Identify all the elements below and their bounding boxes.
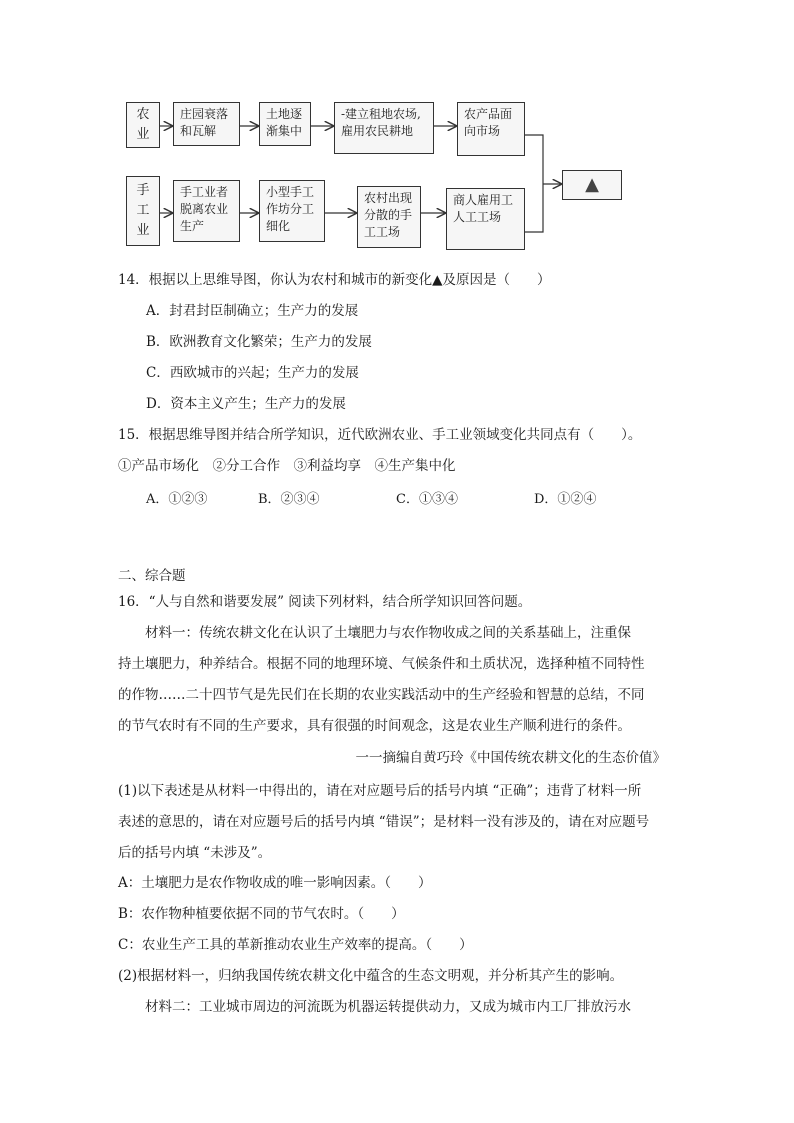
q16-stem: 16．“人与自然和谐要发展” 阅读下列材料，结合所学知识回答问题。 bbox=[118, 594, 532, 610]
q14-stem: 14．根据以上思维导图，你认为农村和城市的新变化▲及原因是（ ） bbox=[118, 272, 551, 288]
sub-question-1-line: 后的括号内填 “未涉及”。 bbox=[118, 845, 272, 861]
statement-c: C：农业生产工具的革新推动农业生产效率的提高。（ ） bbox=[118, 937, 473, 953]
agri-step-3: -建立租地农场, 雇用农民耕地 bbox=[334, 102, 434, 154]
sub-question-1-line: 表述的意思的，请在对应题号后的括号内填 “错误”；是材料一没有涉及的，请在对应题号 bbox=[118, 814, 650, 830]
q14-option-a: A．封君封臣制确立；生产力的发展 bbox=[146, 303, 359, 319]
craft-label-box: 手 工 业 bbox=[126, 176, 160, 246]
craft-step-3: 农村出现 分散的手 工工场 bbox=[357, 186, 421, 248]
q15-items: ①产品市场化 ②分工合作 ③利益均享 ④生产集中化 bbox=[118, 458, 456, 474]
material-1-line: 的节气农时有不同的生产要求，具有很强的时间观念，这是农业生产顺利进行的条件。 bbox=[118, 718, 631, 734]
agri-step-4: 农产品面 向市场 bbox=[457, 102, 525, 156]
q15-option-d: D．①②④ bbox=[534, 492, 597, 507]
material-1 bbox=[118, 618, 666, 742]
q14-option-c: C．西欧城市的兴起；生产力的发展 bbox=[146, 365, 359, 381]
result-box bbox=[562, 170, 622, 200]
craft-step-4: 商人雇用工 人工工场 bbox=[446, 188, 525, 250]
mind-map-diagram bbox=[0, 0, 794, 265]
agri-step-2: 土地逐 渐集中 bbox=[259, 102, 311, 146]
craft-step-2: 小型手工 作坊分工 细化 bbox=[259, 180, 325, 242]
material-1-line: 材料一：传统农耕文化在认识了土壤肥力与农作物收成之间的关系基础上，注重保 bbox=[118, 625, 631, 641]
material-1-line: 的作物……二十四节气是先民们在长期的农业实践活动中的生产经验和智慧的总结，不同 bbox=[118, 687, 645, 703]
agri-label-box: 农 业 bbox=[126, 102, 160, 148]
q14-option-b: B．欧洲教育文化繁荣；生产力的发展 bbox=[146, 334, 372, 350]
q15-option-a: A．①②③ bbox=[146, 492, 208, 507]
bracket-connector bbox=[525, 135, 543, 232]
q15-option-b: B．②③④ bbox=[258, 492, 320, 507]
section-heading: 二、综合题 bbox=[118, 568, 186, 584]
material-1-line: 持土壤肥力，种养结合。根据不同的地理环境、气候条件和土质状况，选择种植不同特性 bbox=[118, 656, 645, 672]
statement-b: B：农作物种植要依据不同的节气农时。（ ） bbox=[118, 906, 405, 922]
triangle-symbol: ▲ bbox=[585, 174, 599, 195]
sub-question-1-line: (1)以下表述是从材料一中得出的，请在对应题号后的括号内填 “正确”；违背了材料一所 bbox=[118, 783, 642, 799]
material-2: 材料二：工业城市周边的河流既为机器运转提供动力，又成为城市内工厂排放污水 bbox=[118, 999, 631, 1015]
craft-step-1: 手工业者 脱离农业 生产 bbox=[173, 180, 240, 242]
q14-option-d: D．资本主义产生；生产力的发展 bbox=[146, 396, 346, 412]
statement-a: A：土壤肥力是农作物收成的唯一影响因素。（ ） bbox=[118, 875, 432, 891]
q15-option-c: C．①③④ bbox=[396, 492, 458, 507]
sub-question-2: (2)根据材料一，归纳我国传统农耕文化中蕴含的生态文明观，并分析其产生的影响。 bbox=[118, 968, 624, 984]
material-1-source: 一一摘编自黄巧玲《中国传统农耕文化的生态价值》 bbox=[355, 750, 666, 766]
sub-question-1 bbox=[118, 776, 666, 869]
agri-step-1: 庄园衰落 和瓦解 bbox=[173, 102, 240, 146]
q15-stem: 15．根据思维导图并结合所学知识，近代欧洲农业、手工业领域变化共同点有（ ）。 bbox=[118, 427, 642, 443]
